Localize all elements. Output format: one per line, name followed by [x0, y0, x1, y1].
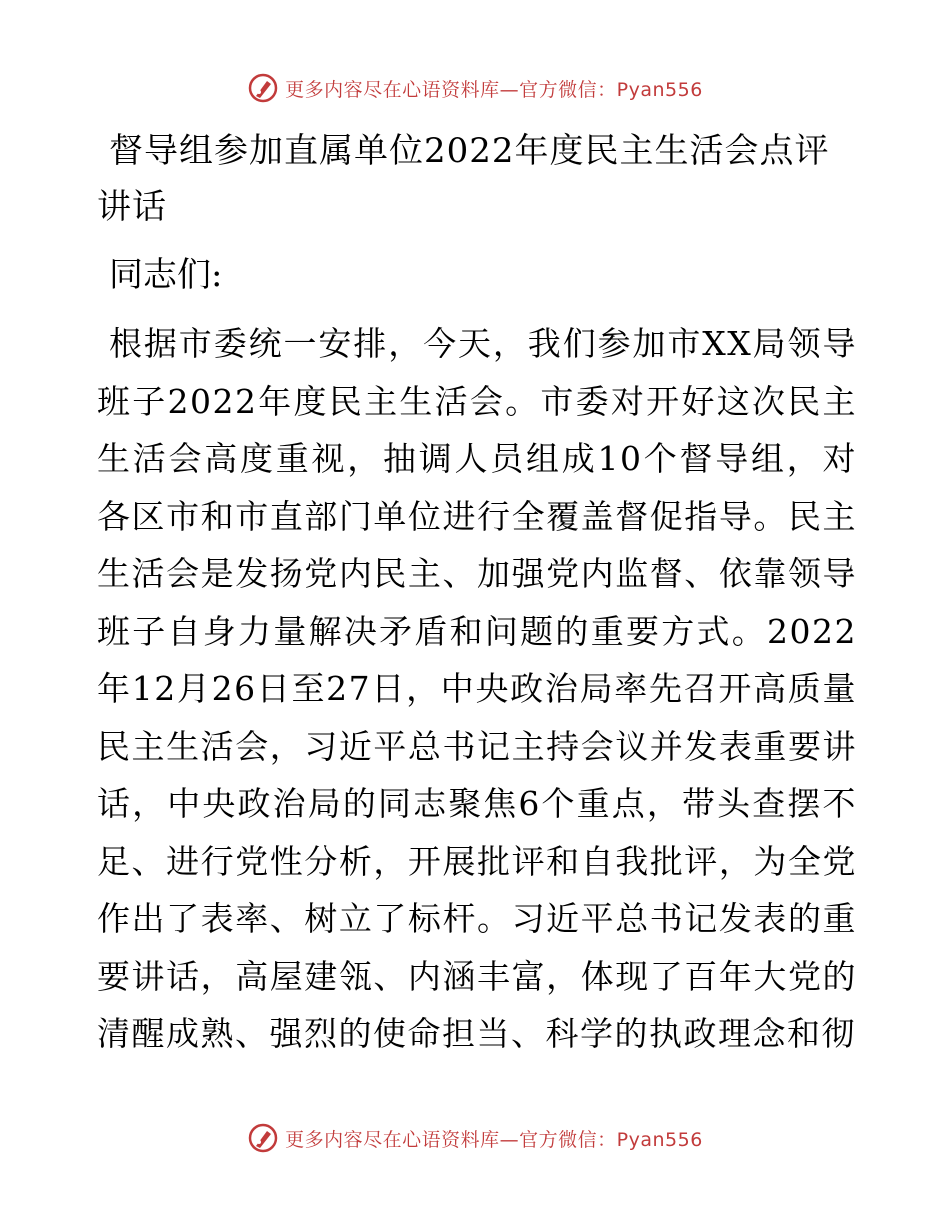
body-paragraph: 根据市委统一安排，今天，我们参加市XX局领导班子2022年度民主生活会。市委对开好这次民主生活会高度重视，抽调人员组成10个督导组，对各区市和市直部门单位进行全覆盖督促指导。民主生活会是发扬党内民主、加强党内监督、依靠领导班子自身力量解决矛盾和问题的重要方式。2022年12月26日至27日，中央政治局率先召开高质量民主生活会，习近平总书记主持会议并发表重要讲话，中央政治局的同志聚焦6个重点，带头查摆不足、进行党性分析，开展批评和自我批评，为全党作出了表率、树立了标杆。习近平总书记发表的重要讲话，高屋建瓴、内涵丰富，体现了百年大党的清醒成熟、强烈的使命担当、科学的执政理念和彻	[97, 324, 857, 1053]
document-title: 督导组参加直属单位2022年度民主生活会点评讲话	[97, 131, 830, 227]
footer-banner-text: 更多内容尽在心语资料库—官方微信：Pyan556	[285, 1128, 703, 1151]
footer-banner	[0, 1118, 950, 1158]
header-banner-text: 更多内容尽在心语资料库—官方微信：Pyan556	[285, 78, 703, 101]
salutation: 同志们:	[109, 255, 223, 295]
pen-nib-logo-icon	[247, 1122, 279, 1154]
pen-nib-logo-icon	[247, 72, 279, 104]
document-body	[97, 123, 857, 1063]
header-banner	[0, 68, 950, 108]
